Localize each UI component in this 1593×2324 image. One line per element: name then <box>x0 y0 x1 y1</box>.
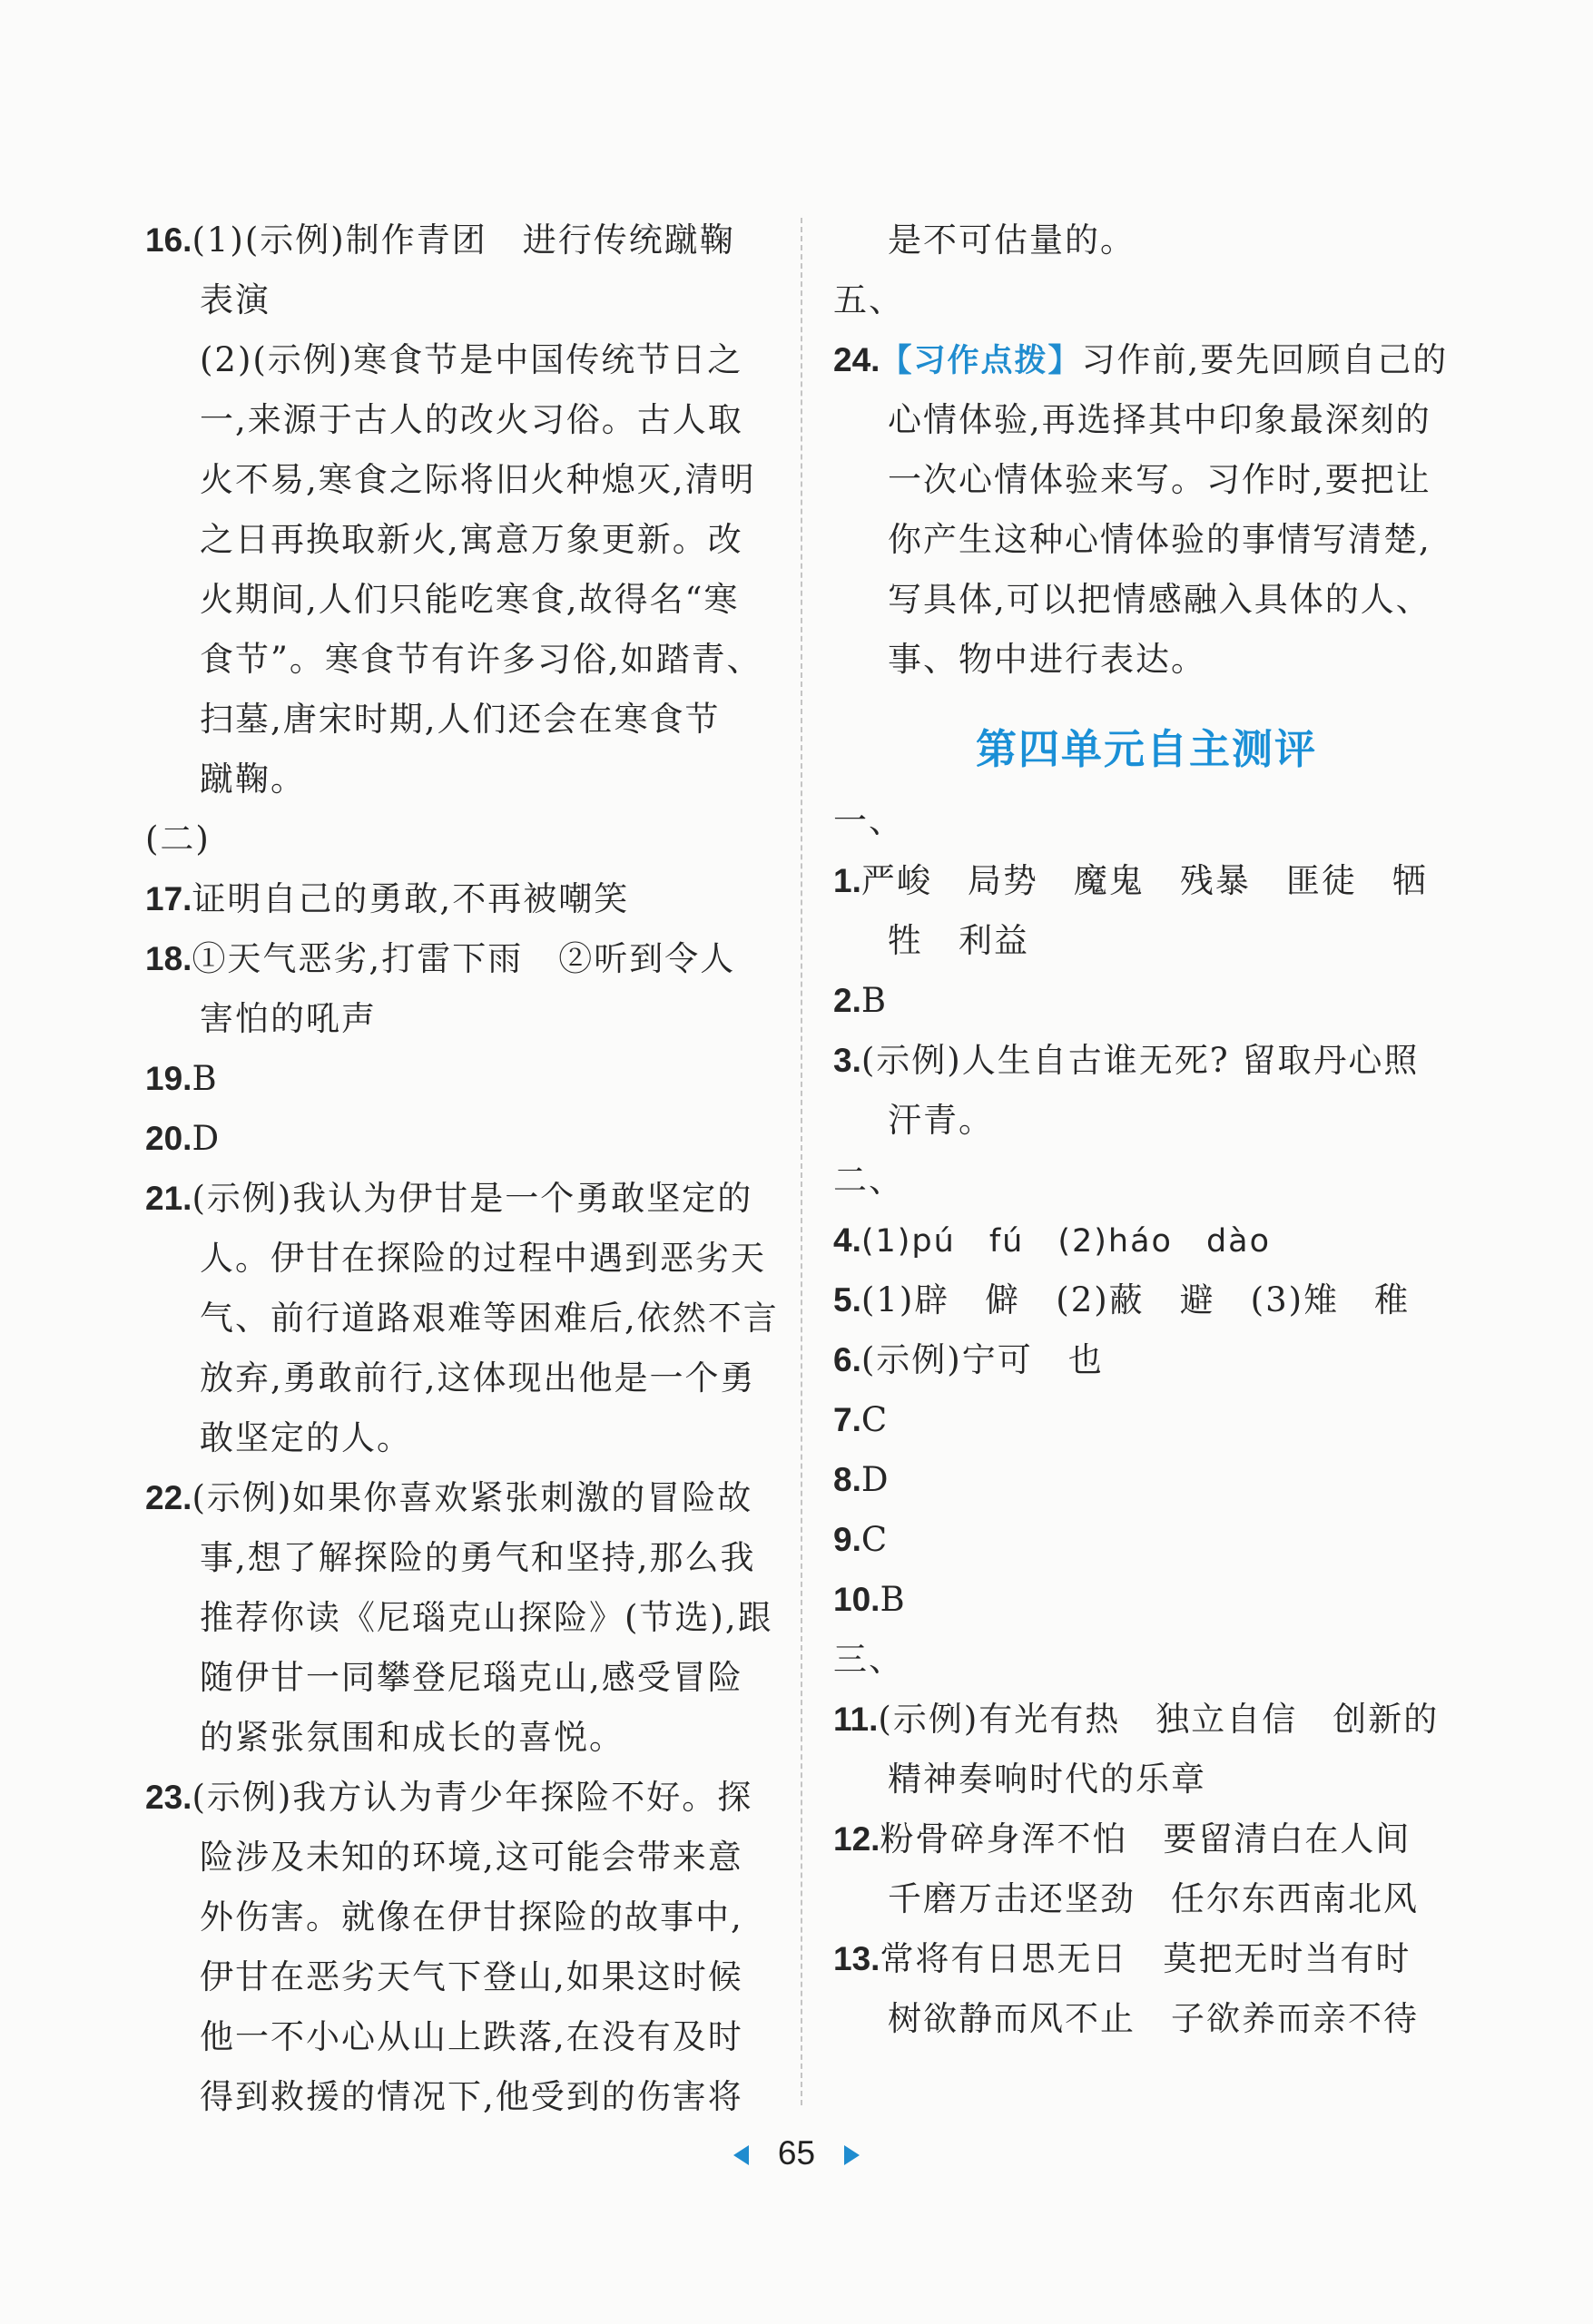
answer-text: (1)辟 僻 (2)蔽 避 (3)雉 稚 <box>860 1280 1411 1319</box>
answer-line <box>145 450 772 510</box>
answer-line <box>145 630 772 690</box>
answer-line <box>833 1989 1460 2049</box>
answer-line <box>145 1708 772 1768</box>
answer-line <box>145 869 772 929</box>
answer-line <box>145 390 772 450</box>
answer-line <box>145 1408 772 1468</box>
page-number: 65 <box>777 2134 816 2172</box>
next-page-icon[interactable] <box>844 2145 860 2165</box>
answer-text: 二、 <box>833 1161 904 1200</box>
answer-text: 扫墓,唐宋时期,人们还会在寒食节 <box>200 700 721 739</box>
answer-line <box>145 570 772 630</box>
answer-line <box>833 270 1460 330</box>
section-title: 第四单元自主测评 <box>975 725 1317 773</box>
answer-line <box>145 1289 779 1348</box>
question-number: 8. <box>833 1461 861 1498</box>
answer-line <box>833 1750 1460 1809</box>
prev-page-icon[interactable] <box>733 2145 749 2165</box>
answer-text: 之日再换取新火,寓意万象更新。改 <box>200 520 743 559</box>
answer-line <box>833 510 1460 570</box>
answer-line <box>833 911 1460 971</box>
answer-line <box>833 211 1460 270</box>
answer-line <box>833 450 1460 510</box>
answer-text: 表演 <box>200 280 270 319</box>
answer-line <box>145 1828 772 1888</box>
right-column <box>833 211 1460 2049</box>
answer-line <box>145 2067 772 2127</box>
answer-line <box>145 989 772 1049</box>
answer-text: 火不易,寒食之际将旧火种熄灭,清明 <box>200 460 756 499</box>
question-number: 13. <box>833 1940 880 1977</box>
answer-text: B <box>860 981 889 1020</box>
answer-line <box>145 510 772 570</box>
answer-text: 事,想了解探险的勇气和坚持,那么我 <box>200 1538 756 1577</box>
answer-text: 的紧张氛围和成长的喜悦。 <box>200 1718 624 1757</box>
answer-text: (1)(示例)制作青团 进行传统蹴鞠 <box>192 221 735 260</box>
answer-line <box>833 1390 1460 1450</box>
answer-line <box>833 1091 1460 1151</box>
answer-text: 外伤害。就像在伊甘探险的故事中, <box>200 1897 743 1937</box>
answer-text: 一、 <box>833 801 904 840</box>
question-number: 17. <box>145 880 192 917</box>
answer-text: (示例)我认为伊甘是一个勇敢坚定的 <box>192 1179 753 1218</box>
answer-text: 树欲静而风不止 子欲养而亲不待 <box>888 1999 1419 2038</box>
answer-text: (1)pú fú (2)háo dào <box>860 1223 1272 1260</box>
answer-line <box>145 750 772 809</box>
answer-line <box>145 1528 772 1588</box>
answer-text: B <box>192 1059 219 1098</box>
question-number: 23. <box>145 1779 192 1816</box>
answer-line <box>833 1929 1460 1989</box>
answer-line <box>145 929 772 989</box>
answer-text: (示例)人生自古谁无死? 留取丹心照 <box>860 1041 1420 1080</box>
answer-text: C <box>860 1520 890 1559</box>
answer-text: 三、 <box>833 1640 904 1679</box>
answer-line <box>833 630 1460 690</box>
question-number: 5. <box>833 1281 861 1319</box>
answer-line <box>833 1869 1460 1929</box>
answer-text: 五、 <box>833 280 904 319</box>
answer-line <box>145 1468 772 1528</box>
answer-text: 千磨万击还坚劲 任尔东西南北风 <box>888 1879 1419 1918</box>
answer-text: 习作前,要先回顾自己的 <box>1081 340 1449 379</box>
answer-line <box>145 270 772 330</box>
answer-text: 精神奏响时代的乐章 <box>888 1760 1206 1799</box>
answer-line <box>833 851 1460 911</box>
question-number: 12. <box>833 1820 880 1858</box>
answer-line <box>833 1570 1460 1630</box>
answer-text: (示例)我方认为青少年探险不好。探 <box>192 1778 753 1817</box>
answer-text: 他一不小心从山上跌落,在没有及时 <box>200 2017 743 2056</box>
right-bottom-answers <box>833 791 1460 2049</box>
answer-line <box>145 1768 772 1828</box>
answer-line <box>145 1169 772 1229</box>
answer-line <box>833 1270 1460 1330</box>
answer-line <box>145 330 772 390</box>
answer-text: 一次心情体验来写。习作时,要把让 <box>888 460 1431 499</box>
answer-text: 牲 利益 <box>888 921 1029 960</box>
answer-text: (示例)宁可 也 <box>860 1340 1104 1379</box>
question-number: 10. <box>833 1581 880 1618</box>
answer-line <box>145 1229 772 1289</box>
answer-line <box>145 1888 772 1947</box>
answer-text: (示例)如果你喜欢紧张刺激的冒险故 <box>192 1478 753 1517</box>
answer-line <box>833 390 1460 450</box>
answer-line <box>833 1211 1460 1270</box>
question-number: 9. <box>833 1521 861 1558</box>
question-number: 1. <box>833 862 861 899</box>
answer-text: 是不可估量的。 <box>888 221 1136 260</box>
answer-line <box>145 1109 772 1169</box>
question-number: 16. <box>145 221 192 259</box>
answer-line <box>145 809 772 869</box>
answer-line <box>833 330 1460 390</box>
answer-text: 食节”。寒食节有许多习俗,如踏青、 <box>200 640 762 679</box>
answer-line <box>833 1510 1460 1570</box>
answer-text: B <box>880 1580 907 1619</box>
question-number: 4. <box>833 1221 861 1259</box>
answer-text: 事、物中进行表达。 <box>888 640 1206 679</box>
answer-line <box>833 1031 1460 1091</box>
answer-text: 常将有日思无日 莫把无时当有时 <box>880 1939 1411 1978</box>
answer-line <box>833 1450 1460 1510</box>
answer-line <box>833 1809 1460 1869</box>
answer-line <box>145 1947 772 2007</box>
question-number: 7. <box>833 1401 861 1438</box>
question-number: 3. <box>833 1042 861 1079</box>
page-footer <box>0 2134 1593 2172</box>
answer-line <box>145 2007 772 2067</box>
answer-text: 害怕的吼声 <box>200 999 377 1038</box>
answer-text: 火期间,人们只能吃寒食,故得名“寒 <box>200 580 740 619</box>
answer-line <box>833 1330 1460 1390</box>
answer-text: 人。伊甘在探险的过程中遇到恶劣天 <box>200 1239 766 1278</box>
question-number: 22. <box>145 1479 192 1516</box>
question-number: 20. <box>145 1120 192 1157</box>
answer-text: 你产生这种心情体验的事情写清楚, <box>888 520 1431 559</box>
answer-text: 蹴鞠。 <box>200 760 306 799</box>
answer-line <box>145 1648 772 1708</box>
answer-text: (2)(示例)寒食节是中国传统节日之 <box>200 340 743 379</box>
question-number: 6. <box>833 1341 861 1378</box>
answer-text: 粉骨碎身浑不怕 要留清白在人间 <box>880 1819 1411 1858</box>
column-divider <box>801 218 802 2105</box>
left-column <box>145 211 779 2127</box>
answer-text: 一,来源于古人的改火习俗。古人取 <box>200 400 743 439</box>
question-number: 18. <box>145 940 192 977</box>
answer-line <box>833 1690 1460 1750</box>
question-number: 21. <box>145 1180 192 1217</box>
answer-line <box>833 971 1460 1031</box>
question-number: 19. <box>145 1060 192 1097</box>
answer-line <box>145 211 772 270</box>
answer-text: ①天气恶劣,打雷下雨 ②听到令人 <box>192 939 736 978</box>
answer-text: 伊甘在恶劣天气下登山,如果这时候 <box>200 1957 743 1996</box>
answer-text: 心情体验,再选择其中印象最深刻的 <box>888 400 1431 439</box>
answer-line <box>145 1049 772 1109</box>
question-number: 2. <box>833 982 861 1019</box>
answer-line <box>833 1630 1460 1690</box>
answer-line <box>145 1348 772 1408</box>
answer-text: 险涉及未知的环境,这可能会带来意 <box>200 1838 743 1877</box>
answer-text: 严峻 局势 魔鬼 残暴 匪徒 牺 <box>860 861 1428 900</box>
answer-text: (二) <box>145 819 211 858</box>
answer-text: 汗青。 <box>888 1101 994 1140</box>
answer-text: 得到救援的情况下,他受到的伤害将 <box>200 2077 743 2116</box>
writing-tip-label: 【习作点拨】 <box>880 343 1082 379</box>
answer-text: (示例)有光有热 独立自信 创新的 <box>878 1700 1440 1739</box>
answer-line <box>833 791 1460 851</box>
answer-text: 推荐你读《尼瑙克山探险》(节选),跟 <box>200 1598 773 1637</box>
question-number: 11. <box>833 1701 879 1738</box>
answer-line <box>833 1151 1460 1211</box>
answer-text: D <box>860 1460 890 1499</box>
answer-text: 写具体,可以把情感融入具体的人、 <box>888 580 1431 619</box>
answer-text: D <box>192 1119 221 1158</box>
answer-line <box>145 1588 772 1648</box>
answer-text: 随伊甘一同攀登尼瑙克山,感受冒险 <box>200 1658 743 1697</box>
question-number: 24. <box>833 341 880 378</box>
answer-text: 敢坚定的人。 <box>200 1418 412 1457</box>
answer-text: 证明自己的勇敢,不再被嘲笑 <box>192 879 630 918</box>
answer-line <box>145 690 772 750</box>
answer-line <box>833 570 1460 630</box>
right-top-answers <box>833 211 1460 690</box>
answer-text: 放弃,勇敢前行,这体现出他是一个勇 <box>200 1358 756 1397</box>
answer-text: C <box>860 1400 890 1439</box>
answer-text: 气、前行道路艰难等困难后,依然不言 <box>200 1299 779 1338</box>
